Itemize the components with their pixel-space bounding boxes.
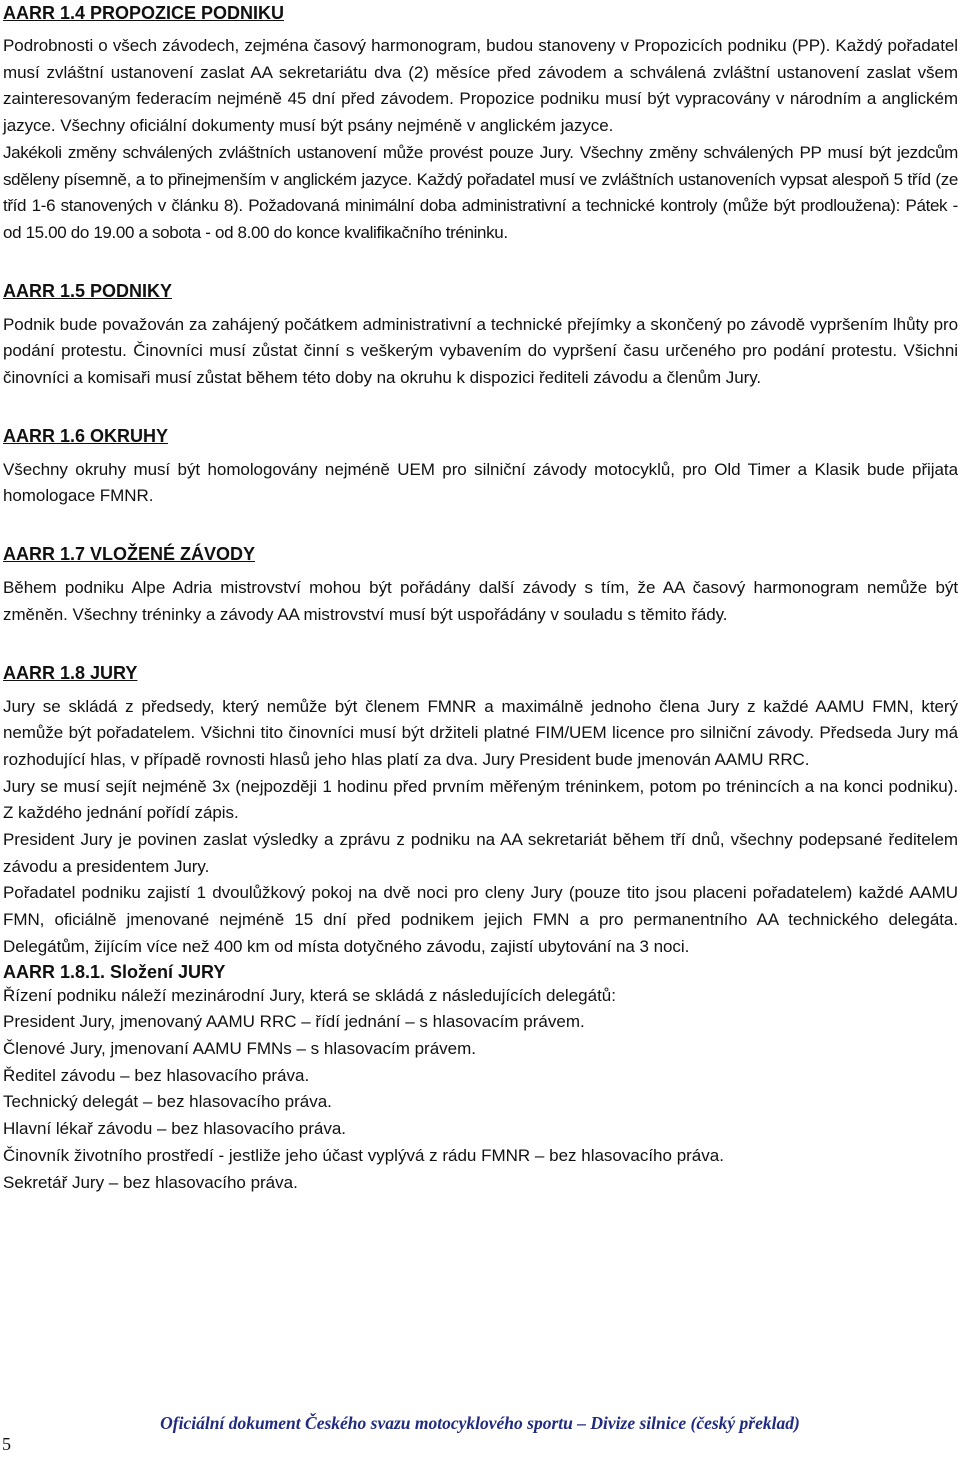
paragraph: Všechny okruhy musí být homologovány nejméně UEM pro silniční závody motocyklů, pro Old Timer a Klasik bude přijata homologace FMNR.	[3, 459, 958, 506]
page-footer	[0, 1410, 960, 1454]
section-heading: AARR 1.5 PODNIKY	[3, 280, 173, 301]
section-1-7	[3, 543, 958, 628]
footer-text: Oficiální dokument Českého svazu motocyklového sportu – Divize silnice (český překlad)	[160, 1413, 800, 1433]
section-heading: AARR 1.4 PROPOZICE PODNIKU	[3, 3, 285, 23]
section-1-8-1	[3, 961, 958, 1197]
section-1-4	[3, 2, 958, 247]
list-item: Řízení podniku náleží mezinárodní Jury, která se skládá z následujících delegátů:	[3, 985, 616, 1005]
section-1-8	[3, 662, 958, 961]
paragraph: Podrobnosti o všech závodech, zejména časový harmonogram, budou stanoveny v Propozicích podniku (PP). Každý pořadatel musí zvláštní ustanovení zaslat AA sekretariátu dva (2) měsíce před závodem a schválená zvláštní ustanovení zaslat všem zainteresovaným federacím nejméně 45 dní před závodem. Propozice podniku musí být vypracovány v národním a anglickém jazyce. Všechny oficiální dokumenty musí být psány nejméně v anglickém jazyce.	[3, 36, 958, 136]
paragraph: Jakékoli změny schválených zvláštních ustanovení může provést pouze Jury. Všechny změny schválených PP musí být jezdcům sděleny písemně, a to přinejmenším v anglickém jazyce. Každý pořadatel musí ve zvláštních ustanoveních vypsat alespoň 5 tříd (ze tříd 1-6 stanovených v článku 8). Požadovaná minimální doba administrativní a technické kontroly (může být prodloužena): Pátek - od 15.00 do 19.00 a sobota - od 8.00 do konce kvalifikačního tréninku.	[3, 142, 958, 242]
list-item: Ředitel závodu – bez hlasovacího práva.	[3, 1065, 310, 1085]
subsection-heading: AARR 1.8.1. Složení JURY	[3, 961, 226, 982]
section-heading: AARR 1.7 VLOŽENÉ ZÁVODY	[3, 544, 256, 565]
paragraph: Pořadatel podniku zajistí 1 dvoulůžkový pokoj na dvě noci pro cleny Jury (pouze tito jsou placeni pořadatelem) každé AAMU FMN, oficiálně jmenované nejméně 15 dní před podnikem jejich FMN a pro permanentního AA technického delegáta. Delegátům, žijícím více než 400 km od místa dotyčného závodu, zajistí ubytování na 3 noci.	[3, 883, 958, 956]
paragraph: Podnik bude považován za zahájený počátkem administrativní a technické přejímky a skončený po závodě vypršením lhůty pro podání protestu. Činovníci musí zůstat činní s veškerým vybavením do vypršení času určeného pro podání protestu. Všichni činovníci a komisaři musí zůstat během této doby na okruhu k dispozici řediteli závodu a členům Jury.	[3, 314, 958, 388]
list-item: Technický delegát – bez hlasovacího práva.	[3, 1092, 332, 1112]
list-item: Sekretář Jury – bez hlasovacího práva.	[3, 1172, 298, 1192]
list-item: Hlavní lékař závodu – bez hlasovacího práva.	[3, 1119, 347, 1139]
paragraph: Během podniku Alpe Adria mistrovství mohou být pořádány další závody s tím, že AA časový harmonogram nemůže být změněn. Všechny tréninky a závody AA mistrovství musí být uspořádány v souladu s těmito řády.	[3, 578, 958, 624]
section-heading: AARR 1.6 OKRUHY	[3, 425, 169, 446]
section-1-5	[3, 280, 958, 392]
paragraph: Jury se skládá z předsedy, který nemůže být členem FMNR a maximálně jednoho člena Jury z každé AAMU FMN, který nemůže být pořadatelem. Všichni tito činovníci musí být držiteli platné FIM/UEM licence pro silniční závody. Předseda Jury má rozhodující hlas, v případě rovnosti hlasů jeho hlas platí za dva. Jury President bude jmenován AAMU RRC.	[3, 696, 958, 769]
section-1-6	[3, 425, 958, 510]
document-page	[3, 0, 958, 1196]
list-item: Členové Jury, jmenovaní AAMU FMNs – s hlasovacím právem.	[3, 1038, 477, 1058]
section-heading: AARR 1.8 JURY	[3, 662, 138, 683]
list-item: President Jury, jmenovaný AAMU RRC – řídí jednání – s hlasovacím právem.	[3, 1012, 585, 1032]
page-number: 5	[2, 1434, 11, 1454]
paragraph: President Jury je povinen zaslat výsledky a zprávu z podniku na AA sekretariát během tří dnů, všechny podepsané ředitelem závodu a presidentem Jury.	[3, 830, 958, 876]
paragraph: Jury se musí sejít nejméně 3x (nejpozději 1 hodinu před prvním měřeným tréninkem, potom po trénincích a na konci podniku). Z každého jednání pořídí zápis.	[3, 776, 958, 823]
list-item: Činovník životního prostředí - jestliže jeho účast vyplývá z rádu FMNR – bez hlasovacího práva.	[3, 1145, 724, 1165]
